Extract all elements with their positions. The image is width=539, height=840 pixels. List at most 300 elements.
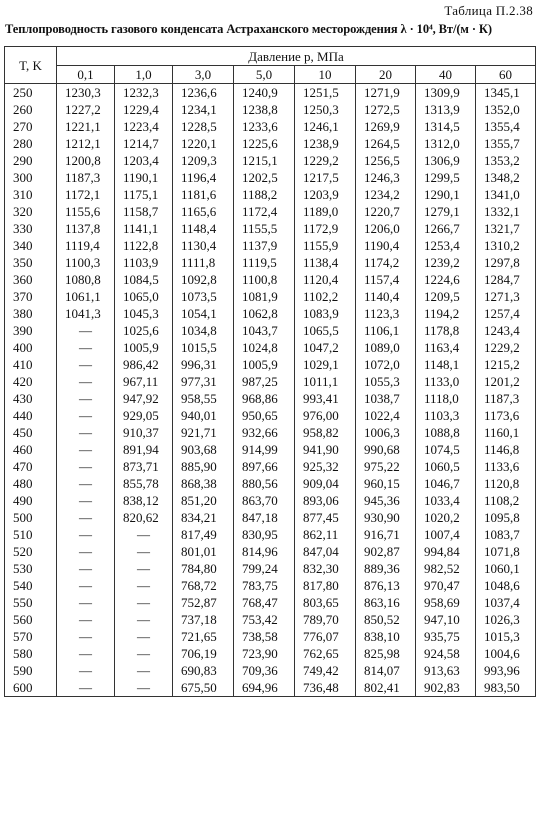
value-cell: —: [57, 458, 115, 475]
value-cell: —: [57, 611, 115, 628]
value-cell: 784,80: [173, 560, 234, 577]
value-cell: 1321,7: [476, 220, 536, 237]
value-cell: 802,41: [356, 679, 416, 697]
temperature-cell: 490: [5, 492, 57, 509]
value-cell: 1155,9: [295, 237, 356, 254]
value-cell: 1251,5: [295, 84, 356, 102]
value-cell: 924,58: [416, 645, 476, 662]
value-cell: —: [115, 526, 173, 543]
value-cell: 1209,5: [416, 288, 476, 305]
value-cell: 1119,5: [234, 254, 295, 271]
value-cell: 1240,9: [234, 84, 295, 102]
temperature-cell: 380: [5, 305, 57, 322]
value-cell: 893,06: [295, 492, 356, 509]
value-cell: 1120,4: [295, 271, 356, 288]
temperature-cell: 550: [5, 594, 57, 611]
pressure-header-cell: 60: [476, 66, 536, 84]
value-cell: 1355,4: [476, 118, 536, 135]
value-cell: 1313,9: [416, 101, 476, 118]
value-cell: 1175,1: [115, 186, 173, 203]
value-cell: 783,75: [234, 577, 295, 594]
table-body: [5, 84, 536, 697]
value-cell: 1133,6: [476, 458, 536, 475]
value-cell: 706,19: [173, 645, 234, 662]
value-cell: 976,00: [295, 407, 356, 424]
value-cell: 1157,4: [356, 271, 416, 288]
table-row: [5, 271, 536, 288]
value-cell: 825,98: [356, 645, 416, 662]
value-cell: —: [57, 390, 115, 407]
temperature-cell: 280: [5, 135, 57, 152]
value-cell: 1236,6: [173, 84, 234, 102]
value-cell: 752,87: [173, 594, 234, 611]
temperature-cell: 600: [5, 679, 57, 697]
value-cell: 1271,9: [356, 84, 416, 102]
temperature-cell: 340: [5, 237, 57, 254]
value-cell: 873,71: [115, 458, 173, 475]
table-row: [5, 288, 536, 305]
value-cell: 1257,4: [476, 305, 536, 322]
temperature-cell: 540: [5, 577, 57, 594]
value-cell: 817,80: [295, 577, 356, 594]
value-cell: —: [115, 645, 173, 662]
value-cell: —: [57, 475, 115, 492]
table-row: [5, 458, 536, 475]
value-cell: 1160,1: [476, 424, 536, 441]
table-row: [5, 526, 536, 543]
value-cell: 1043,7: [234, 322, 295, 339]
value-cell: 1095,8: [476, 509, 536, 526]
value-cell: 889,36: [356, 560, 416, 577]
table-row: [5, 560, 536, 577]
value-cell: 1118,0: [416, 390, 476, 407]
value-cell: 910,37: [115, 424, 173, 441]
value-cell: 1217,5: [295, 169, 356, 186]
value-cell: 930,90: [356, 509, 416, 526]
value-cell: 1230,3: [57, 84, 115, 102]
value-cell: 970,47: [416, 577, 476, 594]
value-cell: 738,58: [234, 628, 295, 645]
value-cell: 1238,8: [234, 101, 295, 118]
value-cell: 1355,7: [476, 135, 536, 152]
value-cell: 1083,7: [476, 526, 536, 543]
temperature-cell: 310: [5, 186, 57, 203]
value-cell: —: [115, 662, 173, 679]
table-row: [5, 679, 536, 697]
table-row: [5, 475, 536, 492]
value-cell: 1103,9: [115, 254, 173, 271]
value-cell: 1004,6: [476, 645, 536, 662]
value-cell: 1220,7: [356, 203, 416, 220]
value-cell: 1137,8: [57, 220, 115, 237]
table-row: [5, 645, 536, 662]
value-cell: 975,22: [356, 458, 416, 475]
value-cell: 1061,1: [57, 288, 115, 305]
value-cell: 960,15: [356, 475, 416, 492]
value-cell: 1187,3: [57, 169, 115, 186]
value-cell: 1005,9: [234, 356, 295, 373]
value-cell: 1271,3: [476, 288, 536, 305]
value-cell: 1165,6: [173, 203, 234, 220]
value-cell: —: [57, 645, 115, 662]
value-cell: 1297,8: [476, 254, 536, 271]
value-cell: 880,56: [234, 475, 295, 492]
table-row: [5, 492, 536, 509]
table-row: [5, 135, 536, 152]
value-cell: 1214,7: [115, 135, 173, 152]
value-cell: 1272,5: [356, 101, 416, 118]
temperature-cell: 330: [5, 220, 57, 237]
value-cell: 776,07: [295, 628, 356, 645]
table-row: [5, 543, 536, 560]
value-cell: 1203,4: [115, 152, 173, 169]
value-cell: 1224,6: [416, 271, 476, 288]
value-cell: 932,66: [234, 424, 295, 441]
value-cell: 1029,1: [295, 356, 356, 373]
value-cell: 1065,0: [115, 288, 173, 305]
temperature-cell: 440: [5, 407, 57, 424]
value-cell: 958,69: [416, 594, 476, 611]
value-cell: 709,36: [234, 662, 295, 679]
value-cell: 986,42: [115, 356, 173, 373]
value-cell: 902,87: [356, 543, 416, 560]
value-cell: 967,11: [115, 373, 173, 390]
value-cell: 801,01: [173, 543, 234, 560]
value-cell: 1038,7: [356, 390, 416, 407]
value-cell: 1081,9: [234, 288, 295, 305]
value-cell: 1209,3: [173, 152, 234, 169]
value-cell: 1266,7: [416, 220, 476, 237]
table-row: [5, 373, 536, 390]
value-cell: 1345,1: [476, 84, 536, 102]
value-cell: 1215,1: [234, 152, 295, 169]
value-cell: 1172,9: [295, 220, 356, 237]
value-cell: 1228,5: [173, 118, 234, 135]
value-cell: 694,96: [234, 679, 295, 697]
table-row: [5, 407, 536, 424]
value-cell: 814,96: [234, 543, 295, 560]
value-cell: 1022,4: [356, 407, 416, 424]
value-cell: 1178,8: [416, 322, 476, 339]
value-cell: 1006,3: [356, 424, 416, 441]
value-cell: 1188,2: [234, 186, 295, 203]
value-cell: 897,66: [234, 458, 295, 475]
value-cell: 1092,8: [173, 271, 234, 288]
value-cell: 1045,3: [115, 305, 173, 322]
value-cell: 1269,9: [356, 118, 416, 135]
temperature-cell: 420: [5, 373, 57, 390]
value-cell: 1246,3: [356, 169, 416, 186]
table-row: [5, 84, 536, 102]
value-cell: 903,68: [173, 441, 234, 458]
temperature-cell: 350: [5, 254, 57, 271]
value-cell: 1122,8: [115, 237, 173, 254]
table-row: [5, 356, 536, 373]
table-row: [5, 237, 536, 254]
pressure-header-cell: 0,1: [57, 66, 115, 84]
value-cell: 1047,2: [295, 339, 356, 356]
value-cell: 1140,4: [356, 288, 416, 305]
value-cell: 1084,5: [115, 271, 173, 288]
value-cell: 1088,8: [416, 424, 476, 441]
value-cell: 1103,3: [416, 407, 476, 424]
value-cell: 814,07: [356, 662, 416, 679]
temperature-cell: 370: [5, 288, 57, 305]
value-cell: 994,84: [416, 543, 476, 560]
value-cell: 753,42: [234, 611, 295, 628]
value-cell: 1229,4: [115, 101, 173, 118]
value-cell: 1190,1: [115, 169, 173, 186]
value-cell: 851,20: [173, 492, 234, 509]
value-cell: 862,11: [295, 526, 356, 543]
value-cell: 929,05: [115, 407, 173, 424]
value-cell: 1146,8: [476, 441, 536, 458]
pressure-header-cell: 10: [295, 66, 356, 84]
table-row: [5, 662, 536, 679]
value-cell: —: [57, 577, 115, 594]
value-cell: 1348,2: [476, 169, 536, 186]
table-row: [5, 577, 536, 594]
value-cell: 723,90: [234, 645, 295, 662]
value-cell: —: [57, 543, 115, 560]
value-cell: 1253,4: [416, 237, 476, 254]
value-cell: 1264,5: [356, 135, 416, 152]
value-cell: 1200,8: [57, 152, 115, 169]
value-cell: 1173,6: [476, 407, 536, 424]
value-cell: —: [57, 339, 115, 356]
temperature-cell: 250: [5, 84, 57, 102]
value-cell: 1141,1: [115, 220, 173, 237]
value-cell: 925,32: [295, 458, 356, 475]
value-cell: 1314,5: [416, 118, 476, 135]
value-cell: 736,48: [295, 679, 356, 697]
value-cell: 675,50: [173, 679, 234, 697]
temperature-cell: 360: [5, 271, 57, 288]
temperature-cell: 580: [5, 645, 57, 662]
value-cell: 768,72: [173, 577, 234, 594]
value-cell: 1225,6: [234, 135, 295, 152]
value-cell: 1243,4: [476, 322, 536, 339]
value-cell: 1060,5: [416, 458, 476, 475]
value-cell: 950,65: [234, 407, 295, 424]
temperature-cell: 390: [5, 322, 57, 339]
value-cell: —: [115, 594, 173, 611]
value-cell: 1148,1: [416, 356, 476, 373]
value-cell: 1111,8: [173, 254, 234, 271]
value-cell: 1206,0: [356, 220, 416, 237]
temperature-cell: 500: [5, 509, 57, 526]
value-cell: 983,50: [476, 679, 536, 697]
value-cell: —: [57, 526, 115, 543]
table-row: [5, 203, 536, 220]
value-cell: 1089,0: [356, 339, 416, 356]
value-cell: 1055,3: [356, 373, 416, 390]
pressure-values-header-row: [5, 66, 536, 84]
value-cell: 1155,5: [234, 220, 295, 237]
value-cell: 1290,1: [416, 186, 476, 203]
temperature-cell: 260: [5, 101, 57, 118]
pressure-header-cell: 40: [416, 66, 476, 84]
value-cell: 1130,4: [173, 237, 234, 254]
value-cell: 838,12: [115, 492, 173, 509]
value-cell: 1041,3: [57, 305, 115, 322]
value-cell: 987,25: [234, 373, 295, 390]
value-cell: 863,70: [234, 492, 295, 509]
value-cell: 1158,7: [115, 203, 173, 220]
table-row: [5, 220, 536, 237]
table-caption: Теплопроводность газового конденсата Астраханского месторождения λ · 10⁴, Вт/(м · К): [5, 22, 492, 36]
table-row: [5, 101, 536, 118]
value-cell: 799,24: [234, 560, 295, 577]
value-cell: —: [57, 679, 115, 697]
value-cell: 1196,4: [173, 169, 234, 186]
table-row: [5, 424, 536, 441]
value-cell: 958,82: [295, 424, 356, 441]
value-cell: 1071,8: [476, 543, 536, 560]
value-cell: 1353,2: [476, 152, 536, 169]
value-cell: 902,83: [416, 679, 476, 697]
value-cell: —: [115, 577, 173, 594]
value-cell: 1227,2: [57, 101, 115, 118]
value-cell: 958,55: [173, 390, 234, 407]
value-cell: 838,10: [356, 628, 416, 645]
pressure-group-header: Давление p, МПа: [57, 47, 536, 66]
table-row: [5, 305, 536, 322]
temperature-cell: 450: [5, 424, 57, 441]
value-cell: 1080,8: [57, 271, 115, 288]
value-cell: 1108,2: [476, 492, 536, 509]
value-cell: 1106,1: [356, 322, 416, 339]
value-cell: —: [57, 356, 115, 373]
value-cell: —: [57, 373, 115, 390]
value-cell: 885,90: [173, 458, 234, 475]
value-cell: 868,38: [173, 475, 234, 492]
value-cell: 1234,2: [356, 186, 416, 203]
temperature-cell: 470: [5, 458, 57, 475]
value-cell: 1194,2: [416, 305, 476, 322]
value-cell: —: [57, 594, 115, 611]
value-cell: 876,13: [356, 577, 416, 594]
value-cell: —: [115, 611, 173, 628]
table-row: [5, 254, 536, 271]
value-cell: 1015,5: [173, 339, 234, 356]
value-cell: 1256,5: [356, 152, 416, 169]
value-cell: 1011,1: [295, 373, 356, 390]
temperature-cell: 560: [5, 611, 57, 628]
value-cell: —: [115, 628, 173, 645]
value-cell: 1172,4: [234, 203, 295, 220]
value-cell: 990,68: [356, 441, 416, 458]
value-cell: 768,47: [234, 594, 295, 611]
table-row: [5, 339, 536, 356]
value-cell: 1220,1: [173, 135, 234, 152]
value-cell: 1026,3: [476, 611, 536, 628]
value-cell: 1223,4: [115, 118, 173, 135]
temperature-cell: 460: [5, 441, 57, 458]
value-cell: —: [57, 628, 115, 645]
value-cell: 968,86: [234, 390, 295, 407]
value-cell: —: [57, 560, 115, 577]
value-cell: 847,04: [295, 543, 356, 560]
value-cell: 891,94: [115, 441, 173, 458]
value-cell: 1138,4: [295, 254, 356, 271]
value-cell: 993,41: [295, 390, 356, 407]
value-cell: —: [57, 322, 115, 339]
value-cell: 1246,1: [295, 118, 356, 135]
value-cell: 993,96: [476, 662, 536, 679]
value-cell: 941,90: [295, 441, 356, 458]
value-cell: 1005,9: [115, 339, 173, 356]
value-cell: 1046,7: [416, 475, 476, 492]
value-cell: 1102,2: [295, 288, 356, 305]
value-cell: 1033,4: [416, 492, 476, 509]
value-cell: 1020,2: [416, 509, 476, 526]
value-cell: —: [115, 560, 173, 577]
table-row: [5, 509, 536, 526]
value-cell: 830,95: [234, 526, 295, 543]
value-cell: 1060,1: [476, 560, 536, 577]
value-cell: 1310,2: [476, 237, 536, 254]
table-row: [5, 628, 536, 645]
value-cell: 1174,2: [356, 254, 416, 271]
value-cell: 1189,0: [295, 203, 356, 220]
value-cell: 1284,7: [476, 271, 536, 288]
value-cell: —: [57, 424, 115, 441]
value-cell: 877,45: [295, 509, 356, 526]
value-cell: 916,71: [356, 526, 416, 543]
table-row: [5, 390, 536, 407]
value-cell: 1332,1: [476, 203, 536, 220]
temperature-cell: 270: [5, 118, 57, 135]
value-cell: 1100,8: [234, 271, 295, 288]
value-cell: 1201,2: [476, 373, 536, 390]
temperature-cell: 300: [5, 169, 57, 186]
value-cell: —: [57, 662, 115, 679]
value-cell: —: [57, 441, 115, 458]
temperature-cell: 570: [5, 628, 57, 645]
value-cell: 1072,0: [356, 356, 416, 373]
thermal-conductivity-table: [4, 46, 536, 697]
value-cell: 977,31: [173, 373, 234, 390]
value-cell: 1229,2: [295, 152, 356, 169]
value-cell: 1279,1: [416, 203, 476, 220]
pressure-header-cell: 3,0: [173, 66, 234, 84]
value-cell: 1100,3: [57, 254, 115, 271]
temperature-cell: 410: [5, 356, 57, 373]
value-cell: 749,42: [295, 662, 356, 679]
value-cell: 1202,5: [234, 169, 295, 186]
temperature-cell: 530: [5, 560, 57, 577]
value-cell: 690,83: [173, 662, 234, 679]
value-cell: —: [57, 407, 115, 424]
value-cell: 1048,6: [476, 577, 536, 594]
value-cell: 737,18: [173, 611, 234, 628]
value-cell: 1155,6: [57, 203, 115, 220]
temperature-cell: 510: [5, 526, 57, 543]
temperature-column-header: T, K: [5, 47, 57, 84]
value-cell: 1074,5: [416, 441, 476, 458]
value-cell: 1299,5: [416, 169, 476, 186]
value-cell: 982,52: [416, 560, 476, 577]
value-cell: —: [57, 492, 115, 509]
value-cell: 1309,9: [416, 84, 476, 102]
value-cell: 1341,0: [476, 186, 536, 203]
value-cell: 817,49: [173, 526, 234, 543]
value-cell: —: [115, 679, 173, 697]
value-cell: 863,16: [356, 594, 416, 611]
value-cell: 1163,4: [416, 339, 476, 356]
table-row: [5, 441, 536, 458]
